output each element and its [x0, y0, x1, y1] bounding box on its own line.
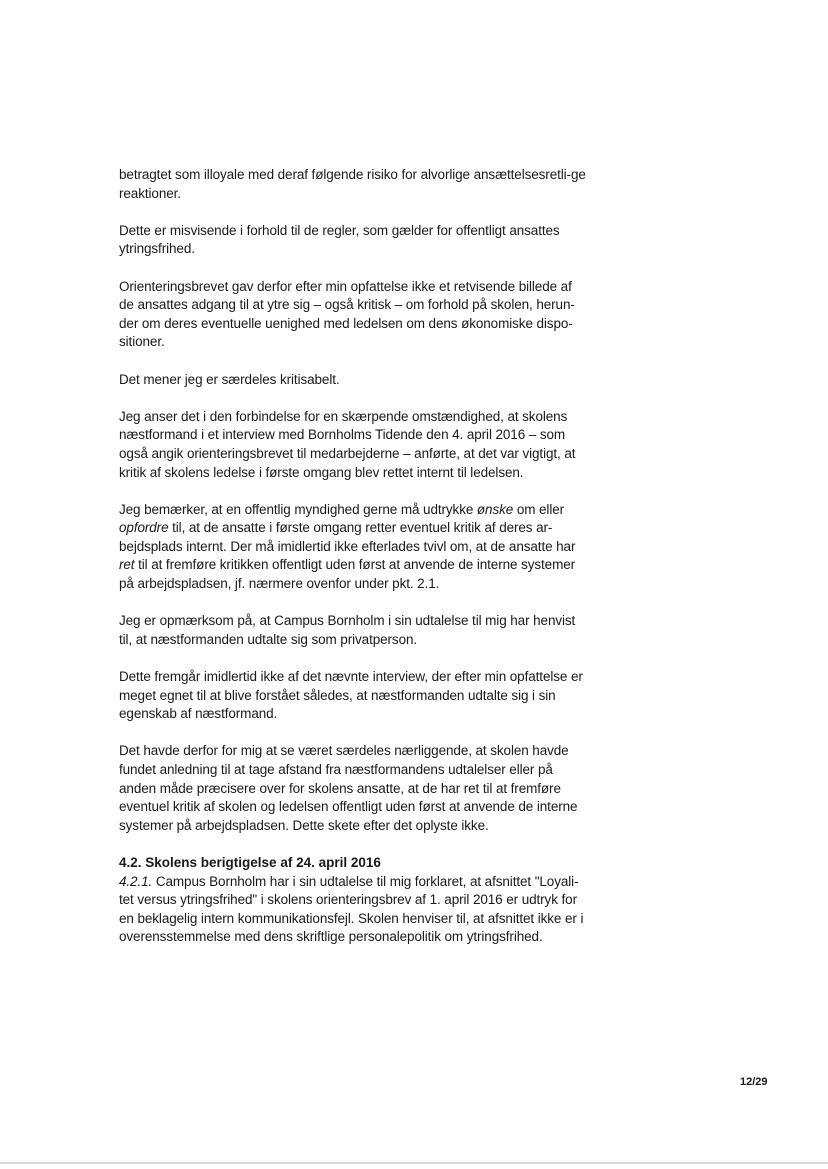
paragraph-6-part-e: til, at de ansatte i første omgang retter eventuel kritik af deres ar-bejdsplads internt. Der må imidlertid ikke efterlades tvivl om, at de ansatte har: [119, 520, 576, 554]
section-paragraph: [119, 873, 589, 947]
subsection-number: 4.2.1.: [119, 873, 153, 889]
document-body: [119, 166, 589, 947]
paragraph-2: Dette er misvisende i forhold til de regler, som gælder for offentligt ansattes ytringsfrihed.: [119, 222, 560, 257]
paragraph-7: Jeg er opmærksom på, at Campus Bornholm i sin udtalelse til mig har henvist til, at næstformanden udtalte sig som privatperson.: [119, 613, 576, 647]
paragraph-1: betragtet som illoyale med deraf følgende risiko for alvorlige ansættelsesretli-ge reaktioner.: [119, 167, 586, 201]
page-number: 12/29: [740, 1076, 768, 1088]
paragraph-9: Det havde derfor for mig at se været særdeles nærliggende, at skolen havde fundet anledning til at tage afstand fra næstformandens udtalelser eller på anden måde præcisere over for skolens ansatte, at de har ret til at fremføre eventuel kritik af skolen og ledelsen offentligt uden først at anvende de interne systemer på arbejdspladsen. Dette skete efter det oplyste ikke.: [119, 743, 578, 833]
paragraph-6: [119, 501, 589, 594]
paragraph-6-part-g: til at fremføre kritikken offentligt uden først at anvende de interne systemer på arbejdspladsen, jf. nærmere ovenfor under pkt. 2.1.: [119, 557, 576, 592]
paragraph-5: Jeg anser det i den forbindelse for en skærpende omstændighed, at skolens næstformand i et interview med Bornholms Tidende den 4. april 2016 – som også angik orienteringsbrevet til medarbejderne – anførte, at det var vigtigt, at kritik af skolens ledelse i første omgang blev rettet internt til ledelsen.: [119, 408, 576, 480]
emphasis-ret: ret: [119, 557, 135, 573]
emphasis-opfordre: opfordre: [119, 520, 169, 536]
footer-divider: [0, 1162, 828, 1164]
section-4-2: [119, 854, 589, 947]
paragraph-6-part-c: om eller: [513, 501, 565, 517]
paragraph-4: Det mener jeg er særdeles kritisabelt.: [119, 371, 340, 387]
paragraph-3: Orienteringsbrevet gav derfor efter min opfattelse ikke et retvisende billede af de ansattes adgang til at ytre sig – også kritisk – om forhold på skolen, herun-der om deres eventuelle uenighed med ledelsen om dens økonomiske dispo-sitioner.: [119, 278, 575, 350]
emphasis-onske: ønske: [476, 501, 514, 517]
subsection-text: Campus Bornholm har i sin udtalelse til mig forklaret, at afsnittet "Loyali-tet versus ytringsfrihed" i skolens orienteringsbrev af 1. april 2016 er udtryk for en beklagelig intern kommunikationsfejl. Skolen henviser til, at afsnittet ikke er i overensstemmelse med dens skriftlige personalepolitik om ytringsfrihed.: [119, 873, 584, 945]
paragraph-8: Dette fremgår imidlertid ikke af det nævnte interview, der efter min opfattelse er meget egnet til at blive forstået således, at næstformanden udtalte sig i sin egenskab af næstformand.: [119, 669, 583, 722]
paragraph-6-part-a: Jeg bemærker, at en offentlig myndighed gerne må udtrykke: [119, 501, 477, 517]
section-heading: 4.2. Skolens berigtigelse af 24. april 2016: [119, 854, 381, 870]
